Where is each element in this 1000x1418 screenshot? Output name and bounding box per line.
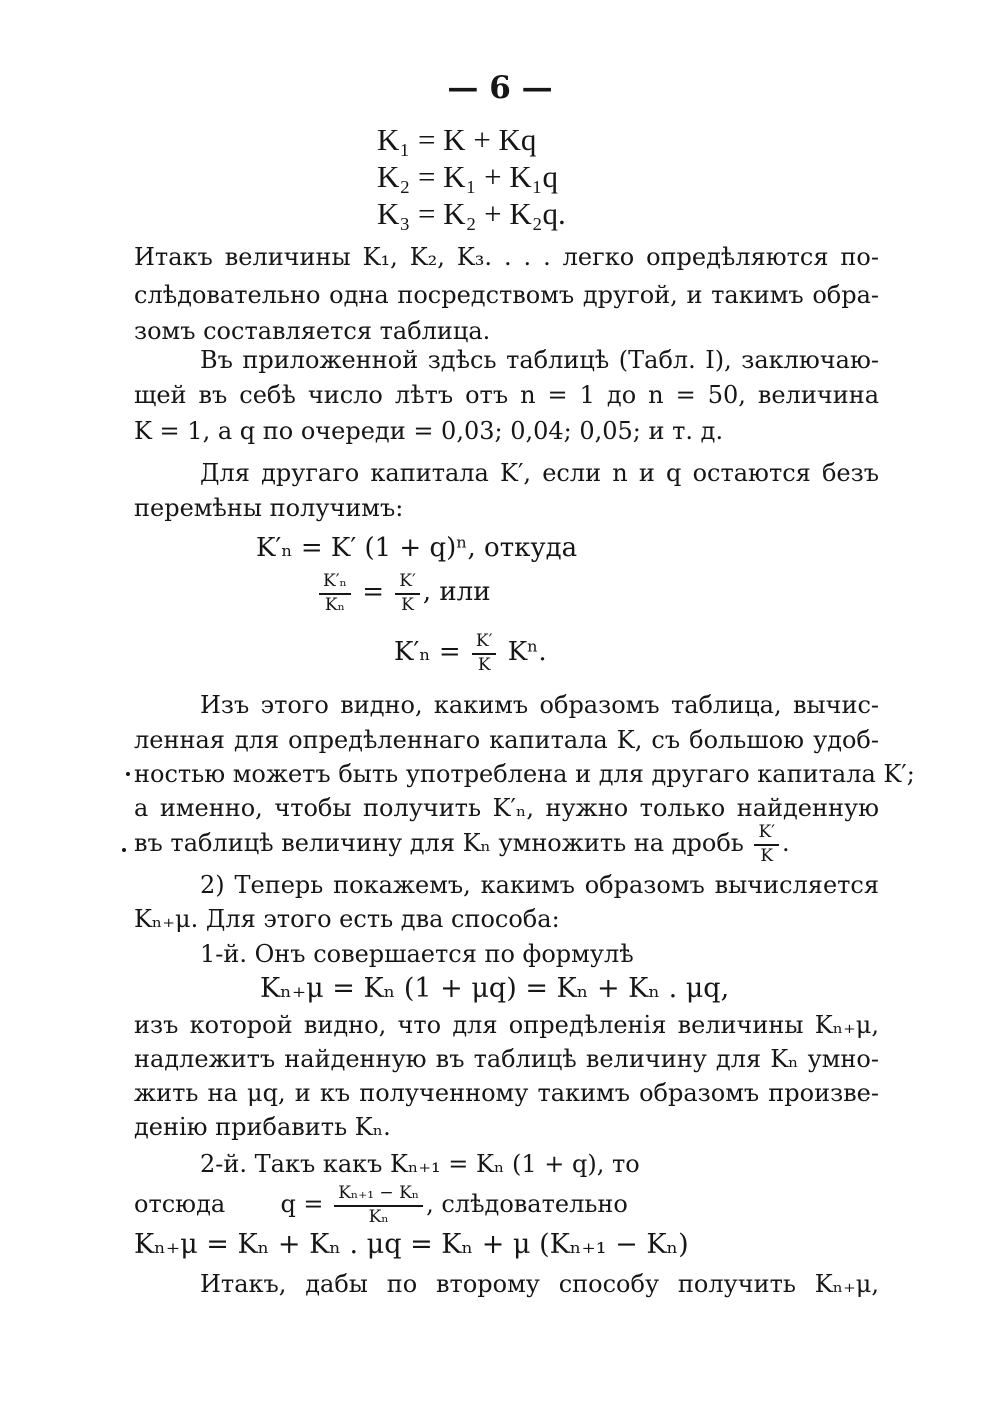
formula-method-1: Kₙ₊μ = Kₙ (1 + μq) = Kₙ + Kₙ . μq, — [260, 973, 730, 1004]
print-speck — [126, 772, 130, 776]
fraction: $\frac{\text{Kₙ₊₁ − Kₙ}}{\text{Kₙ}}$ — [334, 1184, 423, 1227]
text-line: въ таблицѣ величину для Kₙ умножить на дробь $\frac{K'}{K}$ . — [134, 822, 790, 866]
text-line: Изъ этого видно, какимъ образомъ таблица, вычис- — [200, 691, 879, 719]
last-line: Итакъ, дабы по второму способу получить Kₙ₊μ, — [200, 1270, 879, 1298]
text-line: щей въ себѣ число лѣтъ отъ n = 1 до n = 50, величина — [134, 381, 879, 409]
text-line: перемѣны получимъ: — [134, 494, 404, 522]
fraction: $\frac{K'}{K}$ — [472, 632, 497, 675]
text-line: надлежитъ найденную въ таблицѣ величину для Kₙ умно- — [134, 1045, 879, 1073]
text-line: денію прибавить Kₙ. — [134, 1113, 391, 1141]
formula-method-2: Kₙ₊μ = Kₙ + Kₙ . μq = Kₙ + μ (Kₙ₊₁ − Kₙ) — [134, 1229, 689, 1260]
formula-k-prime-n: K′ₙ = $\frac{K'}{K}$ Kⁿ. — [394, 630, 547, 675]
formula-q: отсюда q = $\frac{\text{Kₙ₊₁ − Kₙ}}{\text{Kₙ}}$ , слѣдовательно — [134, 1183, 628, 1227]
text-line: Итакъ величины K₁, K₂, K₃. . . . легко опредѣляются по- — [134, 243, 879, 271]
formula-ratio: $\frac{\text{K′ₙ}}{\text{Kₙ}}$ = $\frac{K'}{K}$ , или — [316, 568, 716, 616]
print-speck — [122, 848, 126, 852]
method-heading: 1-й. Онъ совершается по формулѣ — [200, 940, 634, 968]
fraction: $\frac{K'}{K}$ — [395, 572, 420, 615]
text-line: изъ которой видно, что для опредѣленія величины Kₙ₊μ, — [134, 1011, 879, 1039]
formula-k1: K₁ = K + Kq — [377, 122, 537, 157]
text-line: зомъ составляется таблица. — [134, 317, 491, 345]
text-line: ностью можетъ быть употреблена и для другаго капитала K′; — [134, 760, 915, 788]
formula-k-prime: K′ₙ = K′ (1 + q)ⁿ, откуда — [256, 533, 578, 563]
formula-k2: K₂ = K₁ + K₁q — [377, 159, 559, 194]
text-line: а именно, чтобы получить K′ₙ, нужно только найденную — [134, 794, 879, 822]
page-number: — 6 — — [447, 70, 553, 106]
fraction: $\frac{K'}{K}$ — [754, 823, 779, 866]
text-line: жить на μq, и къ полученному такимъ образомъ произве- — [134, 1079, 879, 1107]
text-line: Kₙ₊μ. Для этого есть два способа: — [134, 905, 560, 933]
method-heading: 2-й. Такъ какъ Kₙ₊₁ = Kₙ (1 + q), то — [200, 1150, 640, 1178]
fraction: $\frac{\text{K′ₙ}}{\text{Kₙ}}$ — [319, 572, 351, 615]
text-line: слѣдовательно одна посредствомъ другой, и такимъ обра- — [134, 281, 879, 309]
text-line: K = 1, а q по очереди = 0,03; 0,04; 0,05; и т. д. — [134, 417, 724, 445]
text-line: ленная для опредѣленнаго капитала K, съ большою удоб- — [134, 726, 879, 754]
formula-k3: K₃ = K₂ + K₂q. — [377, 196, 566, 231]
text-line: Для другаго капитала K′, если n и q остаются безъ — [200, 459, 879, 487]
text-line: 2) Теперь покажемъ, какимъ образомъ вычисляется — [200, 871, 879, 899]
text-line: Въ приложенной здѣсь таблицѣ (Табл. I), заключаю- — [200, 346, 879, 374]
